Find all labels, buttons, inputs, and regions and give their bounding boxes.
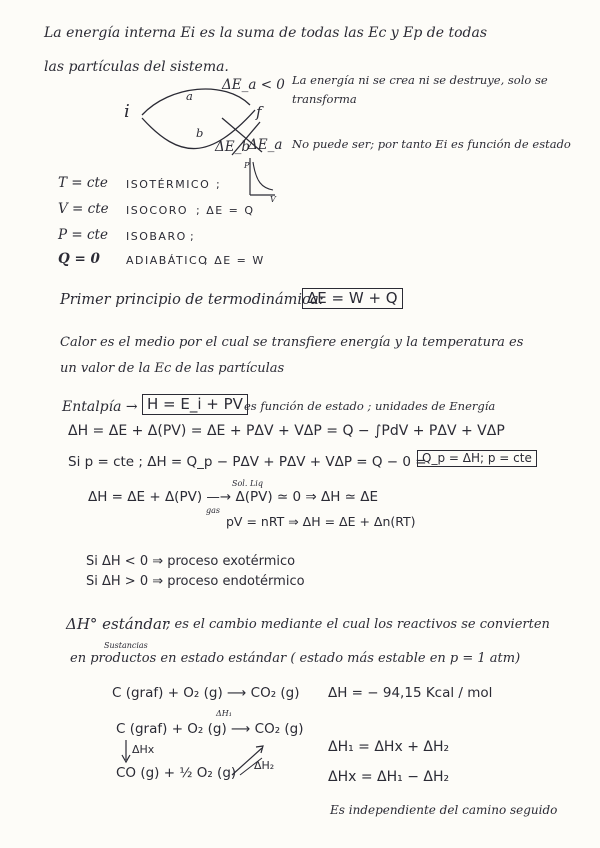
hess-footer: Es independiente del camino seguido xyxy=(330,803,558,817)
reaction-3: CO (g) + ½ O₂ (g) xyxy=(116,765,237,781)
note-line-1: La energía ni se crea ni se destruye, solo se xyxy=(292,73,548,87)
standard-line-2: en productos en estado estándar ( estado más estable en p = 1 atm) xyxy=(70,651,521,666)
process-name-3: ADIABÁTICO xyxy=(126,254,209,267)
reaction-2-dh1: ΔH₁ xyxy=(216,709,232,718)
reaction-1-dh: ΔH = − 94,15 Kcal / mol xyxy=(328,685,493,701)
note-line-2: transforma xyxy=(292,92,357,106)
enthalpy-qp-box: Q_p = ΔH; p = cte xyxy=(417,450,537,467)
enthalpy-line-5: pV = nRT ⇒ ΔH = ΔE + Δn(RT) xyxy=(226,514,416,529)
diagram-label-i: i xyxy=(124,101,130,122)
diagram-delta-eb: ΔE_b xyxy=(215,139,250,155)
enthalpy-line-3: Si p = cte ; ΔH = Q_p − PΔV + PΔV + VΔP = Q − 0 = xyxy=(68,454,427,470)
diagram-axis-p: P xyxy=(244,161,250,170)
process-cond-3: Q = 0 xyxy=(58,251,100,267)
standard-note: Sustancias xyxy=(104,641,148,650)
exo-line: Si ΔH < 0 ⇒ proceso exotérmico xyxy=(86,554,296,569)
diagram-axis-v: V xyxy=(270,195,276,204)
reaction-2: C (graf) + O₂ (g) ⟶ CO₂ (g) xyxy=(116,721,304,737)
process-cond-0: T = cte xyxy=(58,175,108,191)
intro-line-2: las partículas del sistema. xyxy=(44,59,229,75)
reaction-dhx: ΔHx xyxy=(132,743,155,756)
enthalpy-note-gas: gas xyxy=(206,506,220,515)
diagram-delta-ea-2: ΔE_a xyxy=(248,137,283,153)
process-extra-0: ; xyxy=(216,178,222,191)
note-line-3: No puede ser; por tanto Ei es función de estado xyxy=(292,137,571,151)
heat-line-2: un valor de la Ec de las partículas xyxy=(60,361,285,376)
process-name-2: ISOBARO xyxy=(126,230,187,243)
endo-line: Si ΔH > 0 ⇒ proceso endotérmico xyxy=(86,574,305,589)
enthalpy-line-2: ΔH = ΔE + Δ(PV) = ΔE + PΔV + VΔP = Q − ∫PdV + PΔV + VΔP xyxy=(68,423,505,439)
diagram-label-f: f xyxy=(256,103,262,121)
intro-line-1: La energía interna Ei es la suma de todas las Ec y Ep de todas xyxy=(44,25,488,41)
enthalpy-desc: es función de estado ; unidades de Energía xyxy=(244,399,496,413)
standard-label: ΔH° estándar xyxy=(66,615,170,633)
reaction-1: C (graf) + O₂ (g) ⟶ CO₂ (g) xyxy=(112,685,300,701)
reaction-dh2: ΔH₂ xyxy=(254,759,275,772)
enthalpy-note-sol-liq: Sol. Liq xyxy=(232,479,263,488)
enthalpy-line-4: ΔH = ΔE + Δ(PV) —→ Δ(PV) ≃ 0 ⇒ ΔH ≃ ΔE xyxy=(88,489,379,505)
diagram-label-a: a xyxy=(186,89,193,103)
diagram-delta-ea: ΔE_a < 0 xyxy=(222,77,285,93)
first-law-formula: ΔE = W + Q xyxy=(302,288,403,309)
process-extra-2: ; xyxy=(190,230,196,243)
hess-eq-2: ΔHx = ΔH₁ − ΔH₂ xyxy=(328,769,450,785)
enthalpy-label: Entalpía → xyxy=(62,399,138,415)
standard-line-1: ; es el cambio mediante el cual los reactivos se convierten xyxy=(166,617,550,632)
diagram-label-b: b xyxy=(196,126,204,140)
process-extra-3: ; ΔE = W xyxy=(204,254,265,267)
process-cond-1: V = cte xyxy=(58,201,109,217)
process-name-0: ISOTÉRMICO xyxy=(126,178,211,191)
process-cond-2: P = cte xyxy=(58,227,108,243)
first-law-text: Primer principio de termodinámica: xyxy=(60,292,324,308)
process-name-1: ISOCORO xyxy=(126,204,189,217)
enthalpy-formula: H = E_i + PV xyxy=(142,394,248,415)
process-extra-1: ; ΔE = Q xyxy=(196,204,255,217)
hess-eq-1: ΔH₁ = ΔHx + ΔH₂ xyxy=(328,739,450,755)
heat-line-1: Calor es el medio por el cual se transfiere energía y la temperatura es xyxy=(60,335,524,350)
